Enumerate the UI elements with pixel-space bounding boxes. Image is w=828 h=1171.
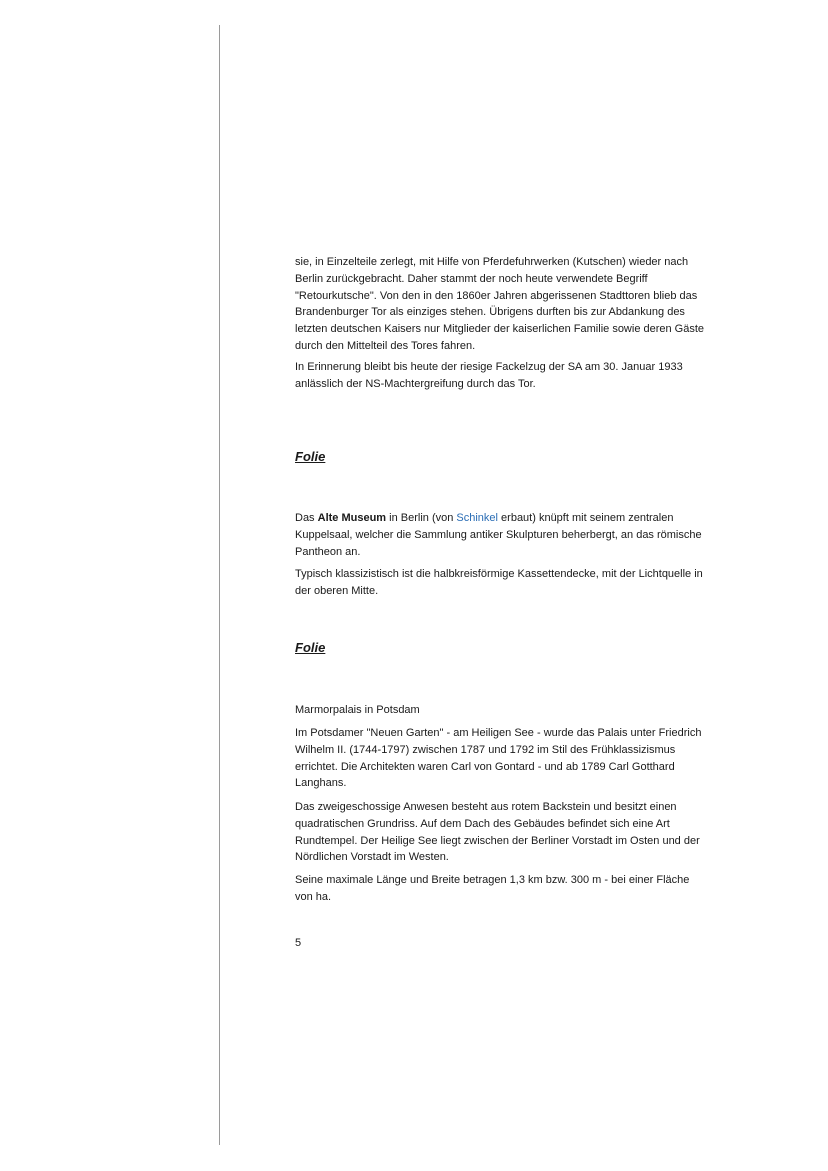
text-line: Berlin zurückgebracht. Daher stammt der noch heute verwendete Begriff [295, 272, 648, 285]
paragraph-alte-museum [295, 510, 745, 560]
text-line: errichtet. Die Architekten waren Carl von Gontard - und ab 1789 Carl Gotthard [295, 760, 675, 773]
paragraph-anwesen [295, 799, 745, 866]
text-line: Rundtempel. Der Heilige See liegt zwischen der Berliner Vorstadt im Osten und der [295, 834, 700, 847]
text-line: von ha. [295, 890, 332, 903]
text-line: Im Potsdamer "Neuen Garten" - am Heiligen See - wurde das Palais unter Friedrich [295, 727, 702, 739]
text-line: Nördlichen Vorstadt im Westen. [295, 851, 449, 864]
text: erbaut) knüpft mit seinem zentralen [497, 512, 674, 524]
paragraph-kassettendecke [295, 566, 745, 600]
folie-heading: Folie [295, 449, 326, 464]
text-line: quadratischen Grundriss. Auf dem Dach des Gebäudes befindet sich eine Art [295, 817, 670, 830]
text-line: Langhans. [295, 777, 347, 790]
text-line: der oberen Mitte. [295, 584, 379, 597]
text-line: In Erinnerung bleibt bis heute der riesige Fackelzug der SA am 30. Januar 1933 [295, 361, 683, 373]
text-line: Das zweigeschossige Anwesen besteht aus rotem Backstein und besitzt einen [295, 801, 677, 813]
paragraph-masse [295, 872, 745, 906]
text-line: Seine maximale Länge und Breite betragen 1,3 km bzw. 300 m - bei einer Fläche [295, 874, 690, 886]
text: Das [295, 512, 318, 524]
text-line: letzten deutschen Kaisers nur Mitglieder der kaiserlichen Familie sowie deren Gäste [295, 323, 705, 336]
paragraph-neuer-garten [295, 725, 745, 792]
schinkel-link[interactable]: Schinkel [456, 512, 498, 524]
text-line: Kuppelsaal, welcher die Sammlung antiker Skulpturen beherbergt, an das römische [295, 528, 702, 541]
bold-text: Alte Museum [317, 512, 387, 524]
page-number: 5 [295, 937, 302, 949]
paragraph-brandenburger-tor [295, 254, 745, 355]
text-line: "Retourkutsche". Von den in den 1860er Jahren abgerissenen Stadttoren blieb das [295, 289, 698, 302]
text: in Berlin (von [386, 512, 457, 524]
text-line: Brandenburger Tor als einziges stehen. Übrigens durften bis zur Abdankung des [295, 306, 685, 319]
text-line: Wilhelm II. (1744-1797) zwischen 1787 und 1792 im Stil des Frühklassizismus [295, 743, 676, 756]
text-line: Marmorpalais in Potsdam [295, 704, 420, 716]
text-line: Typisch klassizistisch ist die halbkreisförmige Kassettendecke, mit der Lichtquelle in [295, 568, 703, 580]
text-line: Pantheon an. [295, 545, 361, 558]
text-line: anlässlich der NS-Machtergreifung durch das Tor. [295, 377, 536, 390]
text-line: sie, in Einzelteile zerlegt, mit Hilfe von Pferdefuhrwerken (Kutschen) wieder nach [295, 256, 689, 268]
text-line: durch den Mittelteil des Tores fahren. [295, 339, 476, 352]
paragraph-marmorpalais-title [295, 702, 745, 719]
folie-heading: Folie [295, 640, 326, 655]
paragraph-fackelzug [295, 359, 745, 393]
margin-rule [219, 25, 220, 1145]
